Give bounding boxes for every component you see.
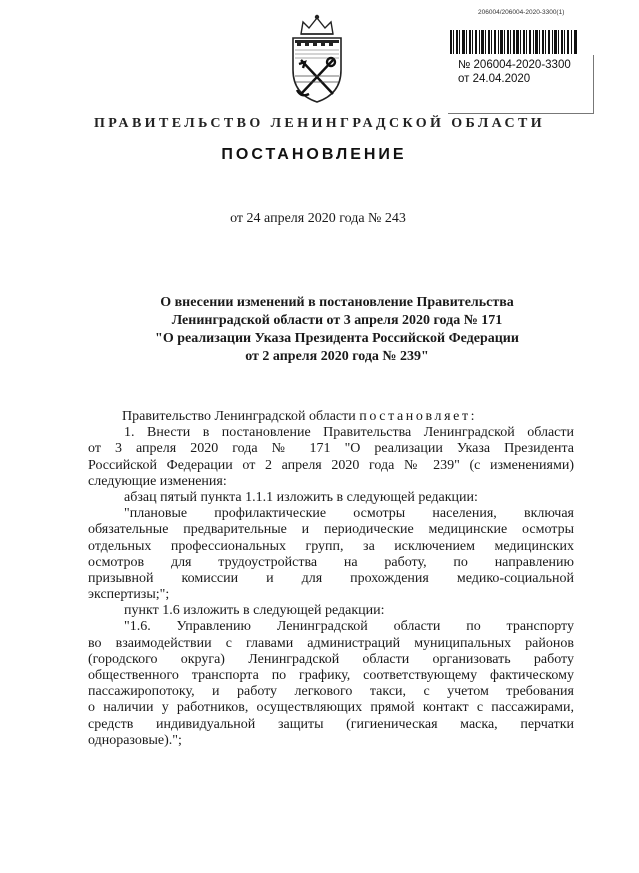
body-line: средств индивидуальной защиты (гигиеническая маска, перчатки: [88, 716, 574, 732]
preamble: [88, 409, 574, 425]
body-line: "1.6. Управлению Ленинградской области по транспорту: [124, 619, 574, 635]
title-line: от 2 апреля 2020 года № 239": [245, 349, 429, 364]
barcode: [450, 30, 577, 54]
body-line: "плановые профилактические осмотры населения, включая: [124, 506, 574, 522]
body-line: следующие изменения:: [88, 473, 227, 489]
body-line: Российской Федерации от 2 апреля 2020 года № 239" (с изменениями): [88, 457, 574, 473]
document-title: [100, 294, 574, 366]
body-line: экспертизы;";: [88, 587, 170, 603]
registration-stamp: [448, 55, 594, 114]
body-line: о наличии у работников, осуществляющих прямой контакт с пассажирами,: [88, 700, 574, 716]
body-line: призывной комиссии и для прохождения медико-социальной: [88, 570, 574, 586]
title-line: О внесении изменений в постановление Правительства: [160, 295, 514, 310]
preamble-verb: постановляет:: [359, 409, 478, 424]
body-line: пункт 1.6 изложить в следующей редакции:: [124, 603, 385, 619]
body-line: общественного транспорта по графику, соответствующему фактическому: [88, 668, 574, 683]
body-line: во взаимодействии с главами администраций муниципальных районов: [88, 635, 574, 651]
body-line: одноразовые).";: [88, 732, 182, 748]
body-line: абзац пятый пункта 1.1.1 изложить в следующей редакции:: [124, 489, 478, 505]
body-line: 1. Внести в постановление Правительства Ленинградской области: [124, 425, 574, 441]
title-line: "О реализации Указа Президента Российской Федерации: [155, 331, 519, 346]
title-line: Ленинградской области от 3 апреля 2020 года № 171: [171, 313, 503, 328]
organization-name: ПРАВИТЕЛЬСТВО ЛЕНИНГРАДСКОЙ ОБЛАСТИ: [93, 116, 545, 131]
coat-of-arms-icon: [281, 14, 353, 106]
body-line: осмотров для трудоустройства на работу, по направлению: [88, 554, 574, 570]
body-line: обязательные предварительные и периодические медицинские осмотры: [88, 522, 574, 538]
registration-date: от 24.04.2020: [458, 73, 531, 85]
registration-number: № 206004-2020-3300: [458, 59, 571, 71]
preamble-text: Правительство Ленинградской области: [122, 409, 356, 424]
document-code: 206004/206004-2020-3300(1): [478, 9, 565, 16]
document-body: [88, 409, 574, 749]
body-line: (городского округа) Ленинградской области организовать работу: [88, 651, 574, 667]
document-date: от 24 апреля 2020 года № 243: [230, 211, 406, 226]
body-line: от 3 апреля 2020 года № 171 "О реализации Указа Президента: [88, 441, 574, 457]
body-line: отдельных профессиональных групп, за исключением медицинских: [88, 538, 574, 554]
body-line: пассажиропотоку, и работу легкового такси, с учетом требования: [88, 684, 574, 700]
document-type: ПОСТАНОВЛЕНИЕ: [221, 146, 407, 163]
